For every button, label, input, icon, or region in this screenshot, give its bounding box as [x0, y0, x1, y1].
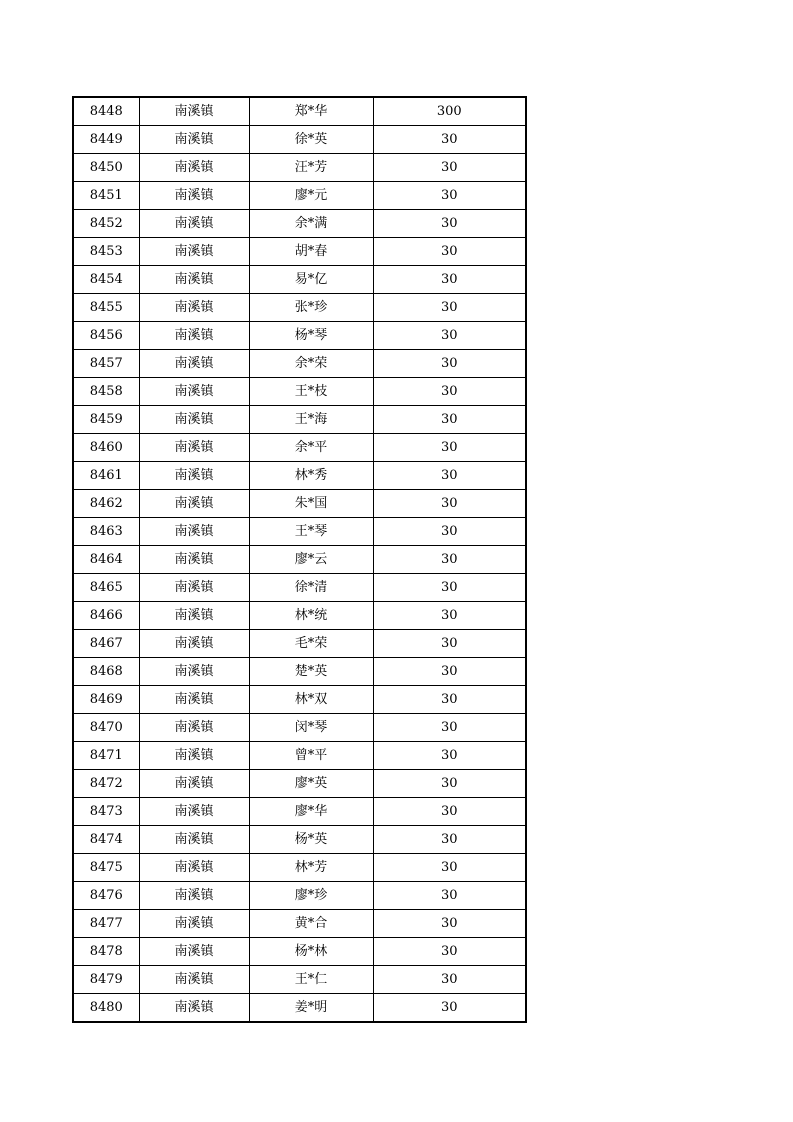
- row-number-cell: 8477: [73, 910, 139, 938]
- amount-cell: 30: [373, 294, 526, 322]
- town-cell: 南溪镇: [139, 238, 249, 266]
- table-row: [73, 266, 526, 294]
- table-row: [73, 518, 526, 546]
- town-cell: 南溪镇: [139, 490, 249, 518]
- town-cell: 南溪镇: [139, 182, 249, 210]
- row-number-cell: 8459: [73, 406, 139, 434]
- row-number-cell: 8458: [73, 378, 139, 406]
- row-number-cell: 8466: [73, 602, 139, 630]
- table-row: [73, 798, 526, 826]
- town-cell: 南溪镇: [139, 714, 249, 742]
- name-cell: 郑*华: [249, 97, 373, 126]
- table-row: [73, 210, 526, 238]
- row-number-cell: 8457: [73, 350, 139, 378]
- amount-cell: 30: [373, 574, 526, 602]
- amount-cell: 30: [373, 350, 526, 378]
- town-cell: 南溪镇: [139, 322, 249, 350]
- table-row: [73, 938, 526, 966]
- amount-cell: 30: [373, 686, 526, 714]
- town-cell: 南溪镇: [139, 294, 249, 322]
- name-cell: 林*芳: [249, 854, 373, 882]
- name-cell: 朱*国: [249, 490, 373, 518]
- amount-cell: 30: [373, 798, 526, 826]
- amount-cell: 30: [373, 434, 526, 462]
- name-cell: 王*枝: [249, 378, 373, 406]
- town-cell: 南溪镇: [139, 406, 249, 434]
- table-row: [73, 378, 526, 406]
- town-cell: 南溪镇: [139, 966, 249, 994]
- table-row: [73, 462, 526, 490]
- name-cell: 余*平: [249, 434, 373, 462]
- amount-cell: 30: [373, 770, 526, 798]
- row-number-cell: 8471: [73, 742, 139, 770]
- row-number-cell: 8452: [73, 210, 139, 238]
- row-number-cell: 8451: [73, 182, 139, 210]
- table-row: [73, 126, 526, 154]
- row-number-cell: 8462: [73, 490, 139, 518]
- amount-cell: 30: [373, 714, 526, 742]
- amount-cell: 30: [373, 994, 526, 1023]
- amount-cell: 30: [373, 462, 526, 490]
- amount-cell: 30: [373, 910, 526, 938]
- name-cell: 姜*明: [249, 994, 373, 1023]
- table-row: [73, 294, 526, 322]
- town-cell: 南溪镇: [139, 350, 249, 378]
- amount-cell: 30: [373, 826, 526, 854]
- table-row: [73, 826, 526, 854]
- table-row: [73, 182, 526, 210]
- row-number-cell: 8480: [73, 994, 139, 1023]
- table-row: [73, 966, 526, 994]
- name-cell: 王*海: [249, 406, 373, 434]
- row-number-cell: 8475: [73, 854, 139, 882]
- town-cell: 南溪镇: [139, 994, 249, 1023]
- table-row: [73, 546, 526, 574]
- name-cell: 易*亿: [249, 266, 373, 294]
- amount-cell: 30: [373, 938, 526, 966]
- row-number-cell: 8465: [73, 574, 139, 602]
- town-cell: 南溪镇: [139, 126, 249, 154]
- row-number-cell: 8454: [73, 266, 139, 294]
- row-number-cell: 8449: [73, 126, 139, 154]
- name-cell: 廖*元: [249, 182, 373, 210]
- row-number-cell: 8463: [73, 518, 139, 546]
- table-row: [73, 350, 526, 378]
- name-cell: 廖*英: [249, 770, 373, 798]
- name-cell: 汪*芳: [249, 154, 373, 182]
- data-table: [72, 96, 527, 1023]
- name-cell: 廖*珍: [249, 882, 373, 910]
- name-cell: 廖*云: [249, 546, 373, 574]
- name-cell: 楚*英: [249, 658, 373, 686]
- row-number-cell: 8467: [73, 630, 139, 658]
- row-number-cell: 8474: [73, 826, 139, 854]
- amount-cell: 30: [373, 546, 526, 574]
- table-row: [73, 770, 526, 798]
- row-number-cell: 8453: [73, 238, 139, 266]
- row-number-cell: 8468: [73, 658, 139, 686]
- town-cell: 南溪镇: [139, 154, 249, 182]
- town-cell: 南溪镇: [139, 518, 249, 546]
- amount-cell: 30: [373, 406, 526, 434]
- row-number-cell: 8450: [73, 154, 139, 182]
- table-body: [73, 97, 526, 1022]
- amount-cell: 30: [373, 490, 526, 518]
- row-number-cell: 8473: [73, 798, 139, 826]
- name-cell: 林*统: [249, 602, 373, 630]
- amount-cell: 30: [373, 602, 526, 630]
- table-row: [73, 854, 526, 882]
- table-row: [73, 574, 526, 602]
- table-row: [73, 630, 526, 658]
- table-row: [73, 658, 526, 686]
- name-cell: 王*仁: [249, 966, 373, 994]
- row-number-cell: 8461: [73, 462, 139, 490]
- town-cell: 南溪镇: [139, 658, 249, 686]
- table-row: [73, 714, 526, 742]
- amount-cell: 30: [373, 378, 526, 406]
- amount-cell: 30: [373, 154, 526, 182]
- name-cell: 徐*清: [249, 574, 373, 602]
- amount-cell: 30: [373, 882, 526, 910]
- town-cell: 南溪镇: [139, 882, 249, 910]
- town-cell: 南溪镇: [139, 630, 249, 658]
- town-cell: 南溪镇: [139, 97, 249, 126]
- town-cell: 南溪镇: [139, 266, 249, 294]
- table-row: [73, 97, 526, 126]
- name-cell: 毛*荣: [249, 630, 373, 658]
- town-cell: 南溪镇: [139, 742, 249, 770]
- amount-cell: 30: [373, 182, 526, 210]
- name-cell: 杨*琴: [249, 322, 373, 350]
- amount-cell: 30: [373, 238, 526, 266]
- name-cell: 黄*合: [249, 910, 373, 938]
- town-cell: 南溪镇: [139, 574, 249, 602]
- row-number-cell: 8470: [73, 714, 139, 742]
- amount-cell: 30: [373, 630, 526, 658]
- town-cell: 南溪镇: [139, 798, 249, 826]
- table-row: [73, 238, 526, 266]
- table-row: [73, 882, 526, 910]
- name-cell: 徐*英: [249, 126, 373, 154]
- row-number-cell: 8456: [73, 322, 139, 350]
- row-number-cell: 8460: [73, 434, 139, 462]
- row-number-cell: 8448: [73, 97, 139, 126]
- amount-cell: 30: [373, 966, 526, 994]
- town-cell: 南溪镇: [139, 602, 249, 630]
- amount-cell: 30: [373, 518, 526, 546]
- table-row: [73, 994, 526, 1023]
- table-row: [73, 910, 526, 938]
- town-cell: 南溪镇: [139, 770, 249, 798]
- row-number-cell: 8472: [73, 770, 139, 798]
- town-cell: 南溪镇: [139, 910, 249, 938]
- town-cell: 南溪镇: [139, 686, 249, 714]
- row-number-cell: 8464: [73, 546, 139, 574]
- amount-cell: 30: [373, 210, 526, 238]
- name-cell: 余*满: [249, 210, 373, 238]
- town-cell: 南溪镇: [139, 826, 249, 854]
- table-row: [73, 490, 526, 518]
- name-cell: 林*秀: [249, 462, 373, 490]
- name-cell: 林*双: [249, 686, 373, 714]
- table-row: [73, 742, 526, 770]
- amount-cell: 300: [373, 97, 526, 126]
- table-row: [73, 322, 526, 350]
- amount-cell: 30: [373, 126, 526, 154]
- amount-cell: 30: [373, 854, 526, 882]
- name-cell: 胡*春: [249, 238, 373, 266]
- amount-cell: 30: [373, 658, 526, 686]
- name-cell: 杨*林: [249, 938, 373, 966]
- town-cell: 南溪镇: [139, 462, 249, 490]
- town-cell: 南溪镇: [139, 546, 249, 574]
- row-number-cell: 8469: [73, 686, 139, 714]
- name-cell: 曾*平: [249, 742, 373, 770]
- table-row: [73, 406, 526, 434]
- table-row: [73, 686, 526, 714]
- town-cell: 南溪镇: [139, 854, 249, 882]
- table-row: [73, 434, 526, 462]
- table-row: [73, 154, 526, 182]
- name-cell: 张*珍: [249, 294, 373, 322]
- row-number-cell: 8455: [73, 294, 139, 322]
- row-number-cell: 8478: [73, 938, 139, 966]
- name-cell: 杨*英: [249, 826, 373, 854]
- amount-cell: 30: [373, 266, 526, 294]
- town-cell: 南溪镇: [139, 938, 249, 966]
- row-number-cell: 8476: [73, 882, 139, 910]
- amount-cell: 30: [373, 742, 526, 770]
- amount-cell: 30: [373, 322, 526, 350]
- name-cell: 廖*华: [249, 798, 373, 826]
- row-number-cell: 8479: [73, 966, 139, 994]
- name-cell: 王*琴: [249, 518, 373, 546]
- town-cell: 南溪镇: [139, 210, 249, 238]
- name-cell: 余*荣: [249, 350, 373, 378]
- name-cell: 闵*琴: [249, 714, 373, 742]
- town-cell: 南溪镇: [139, 378, 249, 406]
- town-cell: 南溪镇: [139, 434, 249, 462]
- table-row: [73, 602, 526, 630]
